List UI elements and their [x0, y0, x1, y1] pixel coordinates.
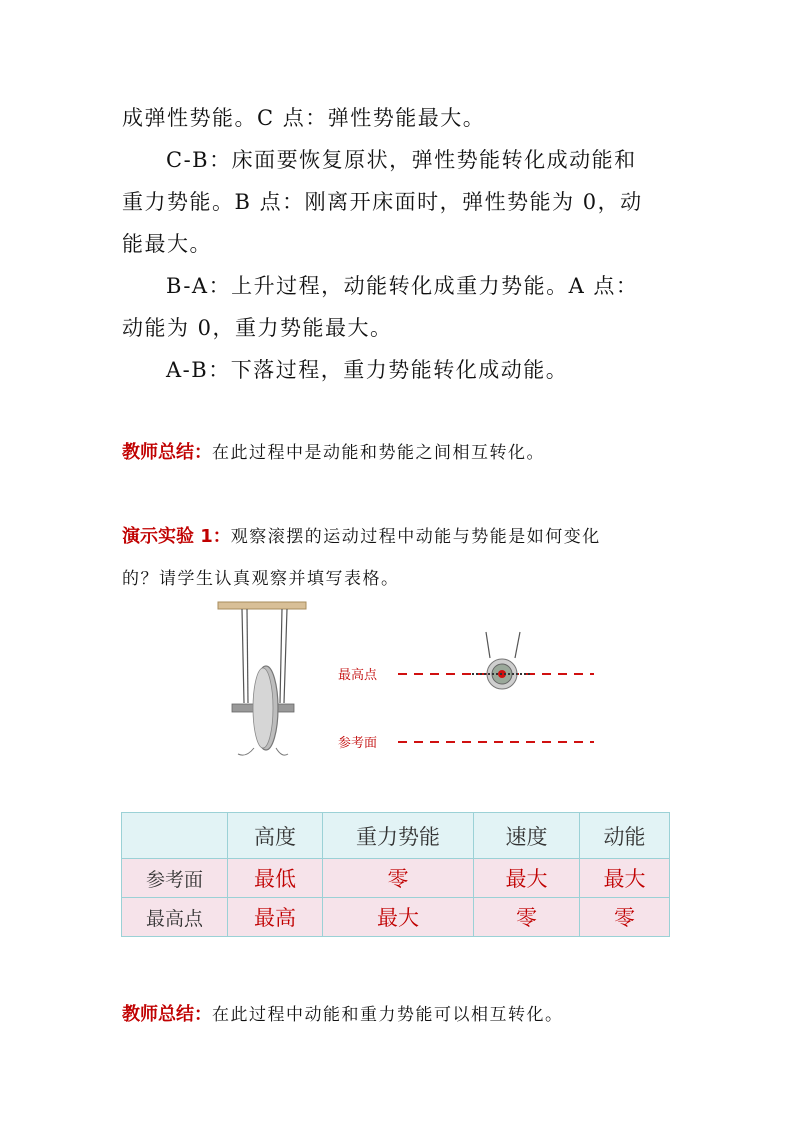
- experiment-line-1: [122, 522, 601, 548]
- table-row: [122, 859, 670, 898]
- paragraph-1: 成弹性势能。C 点：弹性势能最大。: [122, 106, 486, 130]
- summary-label: 教师总结：: [122, 442, 212, 463]
- table-cell: 最大: [580, 859, 670, 898]
- table-cell: 最大: [323, 898, 474, 937]
- table-cell: 最高: [228, 898, 323, 937]
- experiment-label: 演示实验 1：: [122, 526, 231, 547]
- table-header-cell: [122, 813, 228, 859]
- table-cell: 零: [580, 898, 670, 937]
- paragraph-2: C-B：床面要恢复原状，弹性势能转化成动能和: [166, 148, 637, 172]
- table-header-cell: 速度: [474, 813, 580, 859]
- paragraph-7: A-B：下落过程，重力势能转化成动能。: [166, 358, 569, 382]
- table-cell: 零: [323, 859, 474, 898]
- experiment-line-2: 的？请学生认真观察并填写表格。: [122, 569, 400, 589]
- table-cell: 零: [474, 898, 580, 937]
- table-row: [122, 898, 670, 937]
- paragraph-6: 动能为 0，重力势能最大。: [122, 316, 393, 340]
- paragraph-3: 重力势能。B 点：刚离开床面时，弹性势能为 0，动: [122, 190, 643, 214]
- reference-plane-label: 参考面: [338, 736, 378, 751]
- experiment-text: 观察滚摆的运动过程中动能与势能是如何变化: [230, 527, 601, 547]
- row-header: 最高点: [122, 898, 228, 937]
- summary-text: 在此过程中动能和重力势能可以相互转化。: [212, 1005, 564, 1025]
- summary-text: 在此过程中是动能和势能之间相互转化。: [212, 443, 545, 463]
- row-header: 参考面: [122, 859, 228, 898]
- table-header-row: [122, 813, 670, 859]
- table-header-cell: 动能: [580, 813, 670, 859]
- table-header-cell: 重力势能: [323, 813, 474, 859]
- pendulum-photo: [218, 602, 306, 755]
- top-point-label: 最高点: [338, 668, 378, 683]
- teacher-summary-2: [122, 1000, 564, 1026]
- maxwell-wheel-figure: [210, 598, 610, 798]
- table-cell: 最低: [228, 859, 323, 898]
- teacher-summary-1: [122, 438, 545, 464]
- summary-label: 教师总结：: [122, 1004, 212, 1025]
- paragraph-4: 能最大。: [122, 232, 212, 256]
- paragraph-5: B-A：上升过程，动能转化成重力势能。A 点：: [166, 274, 639, 298]
- table-cell: 最大: [474, 859, 580, 898]
- table-header-cell: 高度: [228, 813, 323, 859]
- energy-diagram: [338, 632, 594, 751]
- energy-table: [121, 812, 670, 937]
